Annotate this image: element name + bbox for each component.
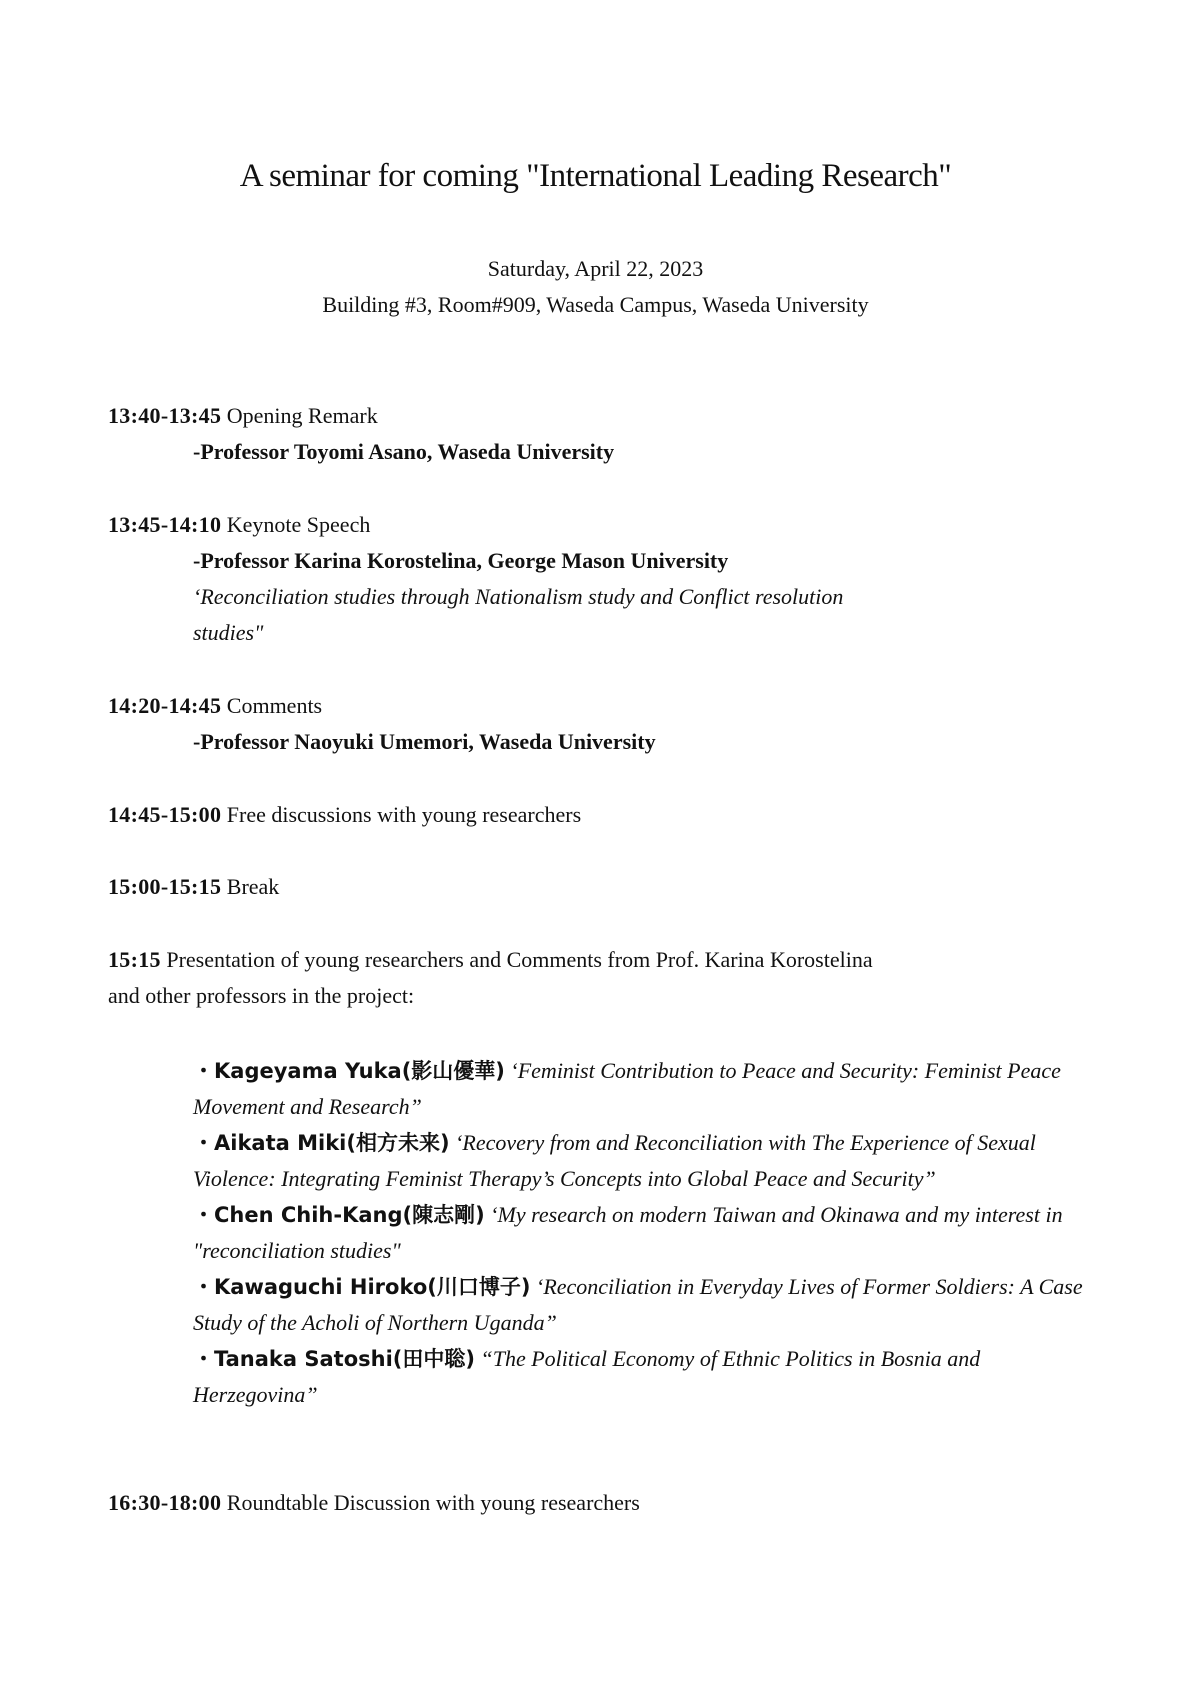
presenter-item xyxy=(193,1269,1093,1341)
presenter-item xyxy=(193,1125,1093,1197)
label-presentations-line1: Presentation of young researchers and Comments from Prof. Karina Korostelina xyxy=(166,947,873,972)
presenter-name: ・Tanaka Satoshi(田中聡) xyxy=(193,1347,475,1371)
schedule-item-free-discussions xyxy=(108,797,1108,833)
label-presentations-line2: and other professors in the project: xyxy=(108,983,415,1008)
presenter-name: ・Kageyama Yuka(影山優華) xyxy=(193,1059,505,1083)
presenter-name: ・Chen Chih-Kang(陳志剛) xyxy=(193,1203,485,1227)
label-comments: Comments xyxy=(226,693,323,718)
time-opening: 13:40-13:45 xyxy=(108,403,222,428)
presentation-title: ‘My research on modern Taiwan and Okinawa and my interest in "reconciliation studies" xyxy=(193,1202,1063,1263)
presentation-title: ‘Recovery from and Reconciliation with The Experience of Sexual Violence: Integrating Feminist Therapy’s Concepts into Global Peace and Security” xyxy=(193,1130,1036,1191)
schedule-item-opening xyxy=(108,398,1108,434)
presenter-item xyxy=(193,1053,1093,1125)
speaker-comments: -Professor Naoyuki Umemori, Waseda University xyxy=(193,729,656,754)
seminar-title: A seminar for coming "International Leading Research" xyxy=(239,158,952,194)
time-comments: 14:20-14:45 xyxy=(108,693,222,718)
presentation-title: “The Political Economy of Ethnic Politics in Bosnia and Herzegovina” xyxy=(193,1346,981,1407)
presentation-title: ‘Reconciliation in Everyday Lives of Former Soldiers: A Case Study of the Acholi of Northern Uganda” xyxy=(193,1274,1083,1335)
schedule-item-keynote xyxy=(108,507,1108,543)
presenter-name: ・Kawaguchi Hiroko(川口博子) xyxy=(193,1275,531,1299)
presenter-name: ・Aikata Miki(相方未来) xyxy=(193,1131,450,1155)
speaker-opening: -Professor Toyomi Asano, Waseda University xyxy=(193,439,615,464)
label-free-discussions: Free discussions with young researchers xyxy=(226,802,582,827)
schedule-item-roundtable xyxy=(108,1485,1108,1521)
keynote-talk-title-line1: ‘Reconciliation studies through Nationalism study and Conflict resolution xyxy=(193,584,844,609)
time-presentations: 15:15 xyxy=(108,947,161,972)
label-keynote: Keynote Speech xyxy=(226,512,371,537)
schedule-item-break xyxy=(108,869,1108,905)
speaker-keynote: -Professor Karina Korostelina, George Mason University xyxy=(193,548,729,573)
time-free-discussions: 14:45-15:00 xyxy=(108,802,222,827)
time-roundtable: 16:30-18:00 xyxy=(108,1490,222,1515)
presenter-item xyxy=(193,1197,1093,1269)
time-keynote: 13:45-14:10 xyxy=(108,512,222,537)
label-roundtable: Roundtable Discussion with young researchers xyxy=(226,1490,640,1515)
presenter-list xyxy=(193,1053,1093,1413)
schedule-item-presentations xyxy=(108,942,1108,978)
keynote-talk-title-line2: studies" xyxy=(193,620,264,645)
time-break: 15:00-15:15 xyxy=(108,874,222,899)
seminar-date: Saturday, April 22, 2023 xyxy=(487,256,704,281)
label-opening: Opening Remark xyxy=(226,403,378,428)
label-break: Break xyxy=(226,874,280,899)
presentation-title: ‘Feminist Contribution to Peace and Security: Feminist Peace Movement and Research” xyxy=(193,1058,1061,1119)
presenter-item xyxy=(193,1341,1093,1413)
schedule-item-comments xyxy=(108,688,1108,724)
seminar-venue: Building #3, Room#909, Waseda Campus, Waseda University xyxy=(322,292,869,317)
